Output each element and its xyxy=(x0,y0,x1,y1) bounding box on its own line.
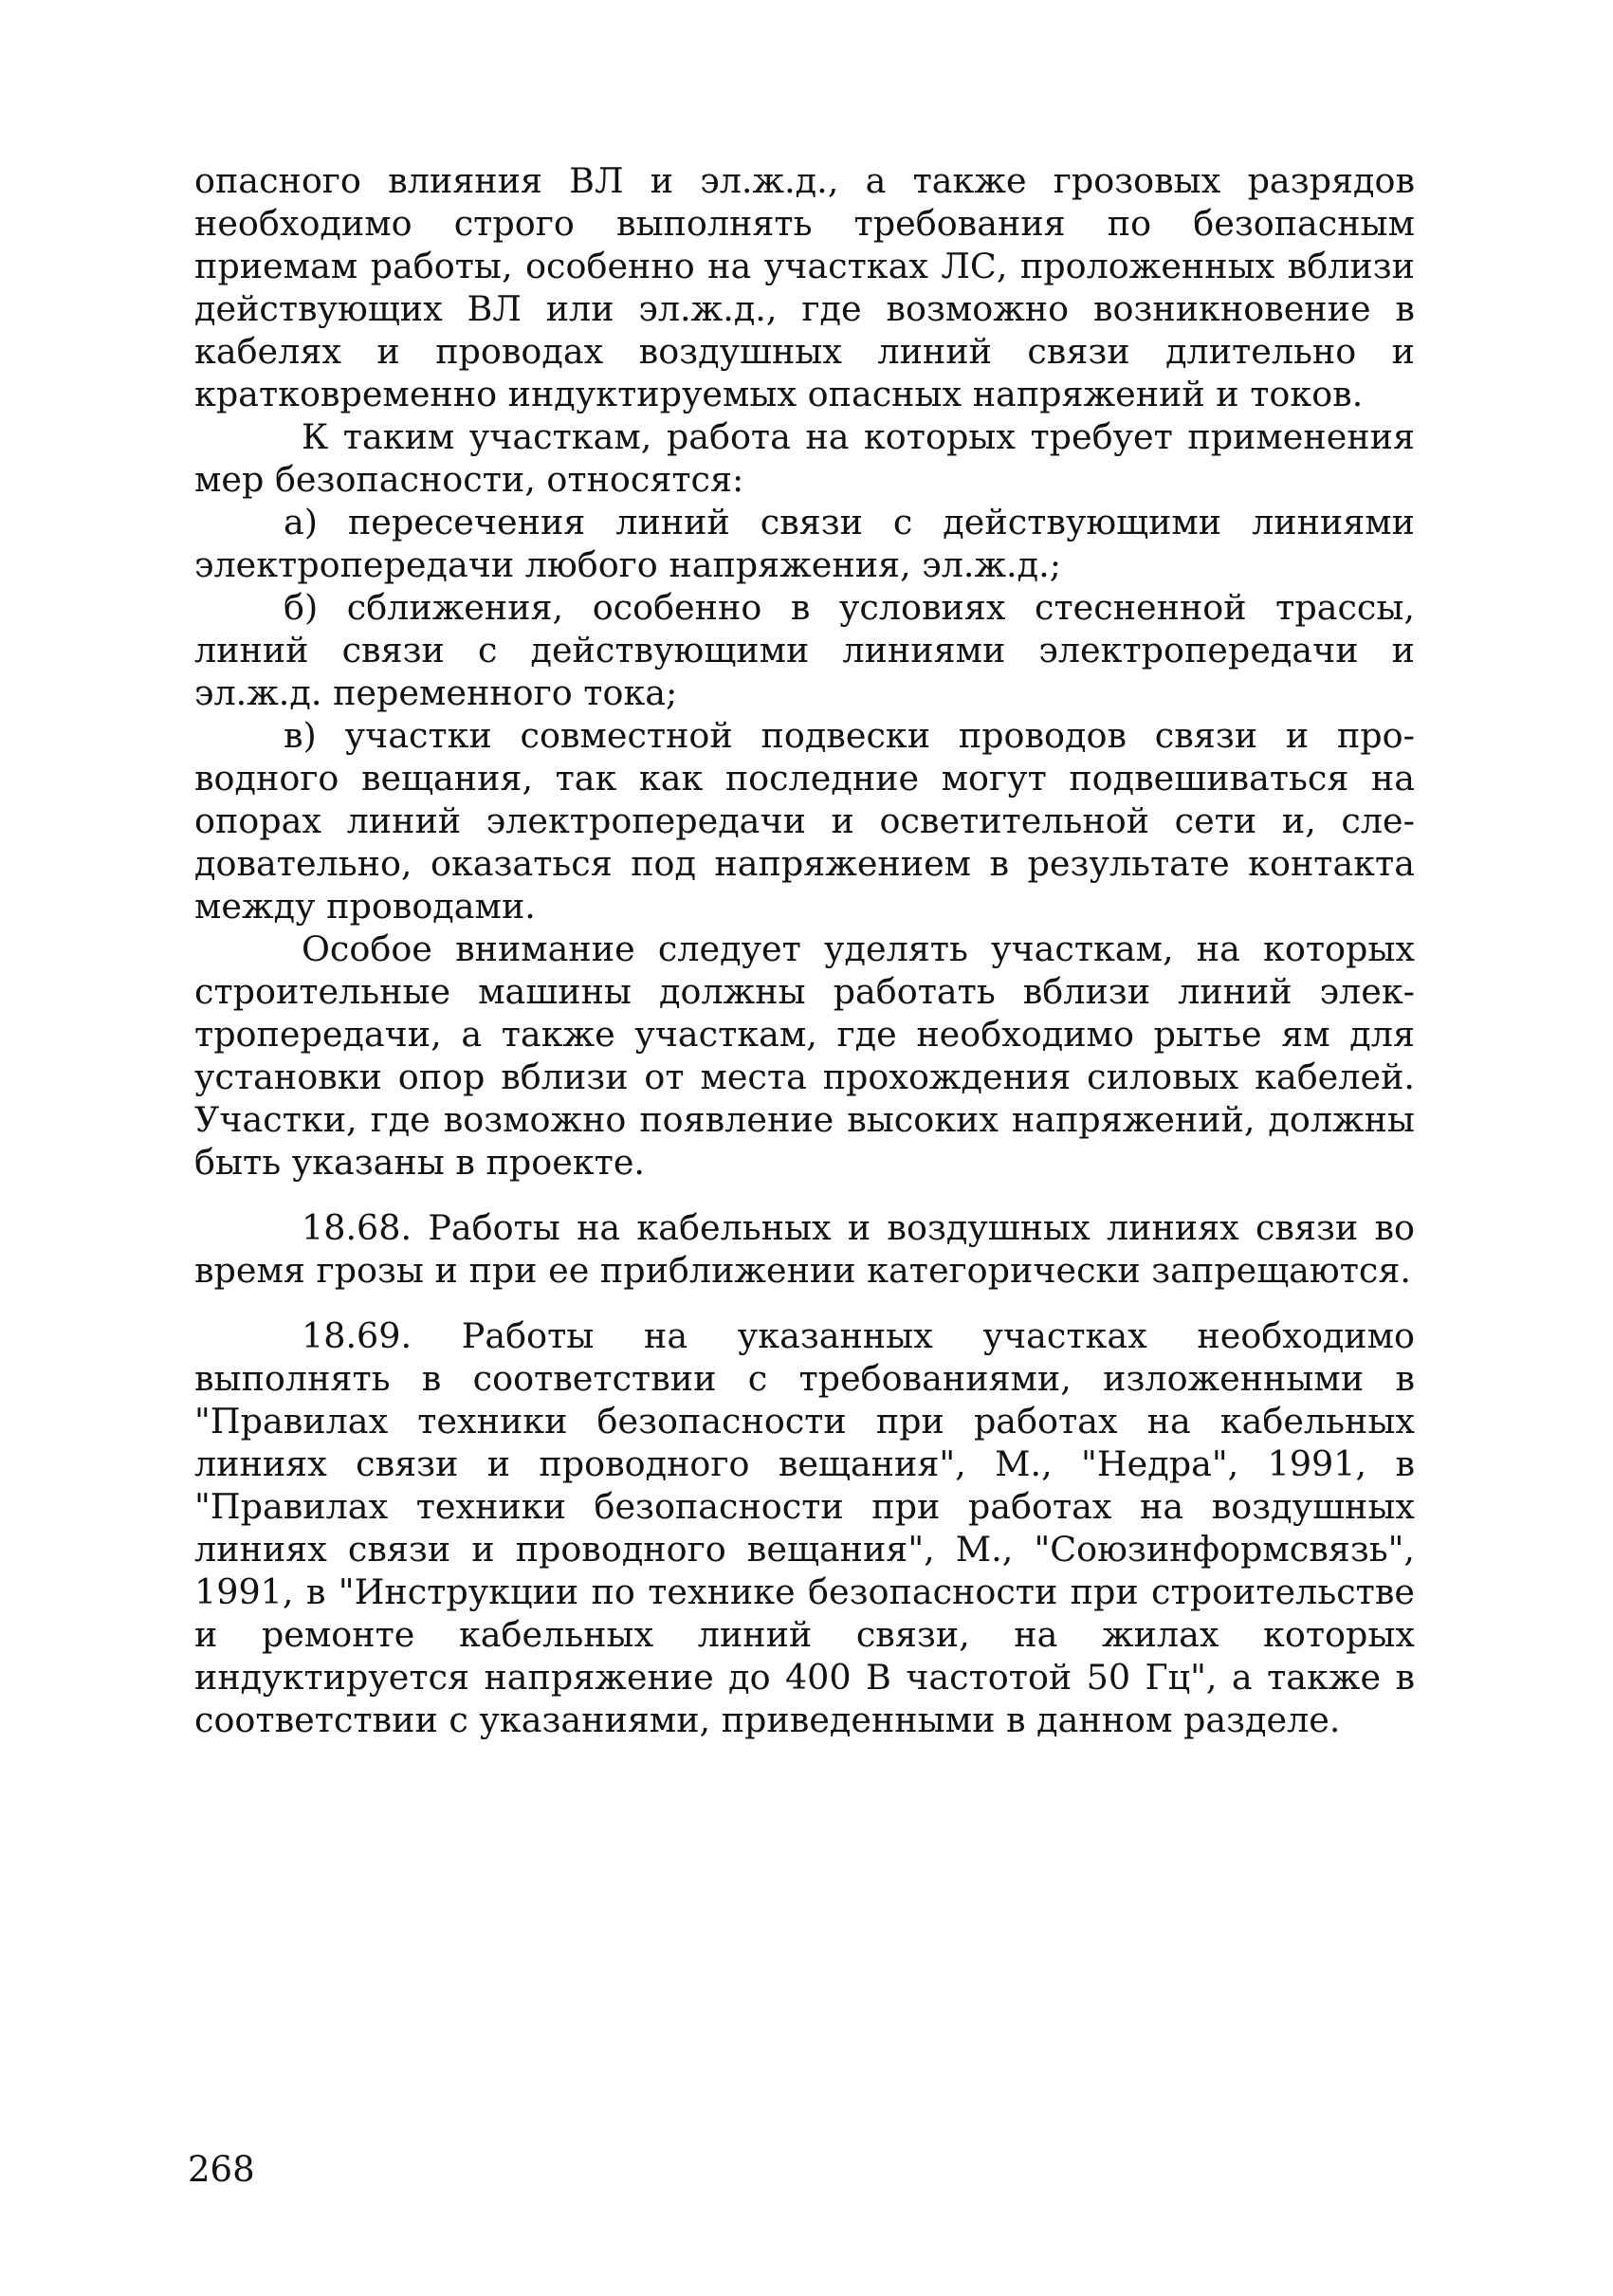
list-item-v: в) участки совместной подвески проводов связи и проводного вещания, так как последние могут подвешиваться на опорах линий электропередачи и осветительной сети и, следовательно, оказаться под напряжением в результате контакта между проводами. xyxy=(194,715,1415,927)
body-text xyxy=(194,159,1415,1741)
list-item-b: б) сближения, особенно в условиях стесненной трассы, линий связи с действующими линиями электропередачи и эл.ж.д. переменного тока; xyxy=(194,587,1415,713)
page-number: 268 xyxy=(188,2149,255,2190)
paragraph-special-attention: Особое внимание следует уделять участкам, на которых строительные машины должны работать вблизи линий электропередачи, а также участкам, где необходимо рытье ям для установки опор вблизи от места прохождения силовых кабелей. Участки, где возможно появление высоких напряжений, должны быть указаны в проекте. xyxy=(194,928,1415,1183)
paragraph-continuation: опасного влияния ВЛ и эл.ж.д., а также грозовых разрядов необходимо строго выполнять требования по безопасным приемам работы, особенно на участках ЛС, проложенных вблизи действующих ВЛ или эл.ж.д., где возможно возникновение в кабелях и проводах воздушных линий связи длительно и кратковременно индуктируемых опасных напряжений и токов. xyxy=(194,160,1415,414)
list-item-a: а) пересечения линий связи с действующими линиями электропередачи любого напряжения, эл.ж.д.; xyxy=(194,502,1415,585)
paragraph-18-68: 18.68. Работы на кабельных и воздушных линиях связи во время грозы и при ее приближении категорически запрещаются. xyxy=(194,1207,1415,1291)
paragraph-18-69: 18.69. Работы на указанных участках необходимо выполнять в соответствии с требованиями, изложенными в "Правилах техники безопасности при работах на кабельных линиях связи и проводного вещания", М., "Недра", 1991, в "Правилах техники безопасности при работах на воздушных линиях связи и проводного вещания", М., "Союзинформсвязь", 1991, в "Инструкции по технике безопасности при строительстве и ремонте кабельных линий связи, на жилах которых индуктируется напряжение до 400 В частотой 50 Гц", а также в соответствии с указаниями, приведенными в данном разделе. xyxy=(194,1315,1415,1740)
paragraph-sites-intro: К таким участкам, работа на которых требует применения мер безопасности, относятся: xyxy=(194,416,1415,500)
